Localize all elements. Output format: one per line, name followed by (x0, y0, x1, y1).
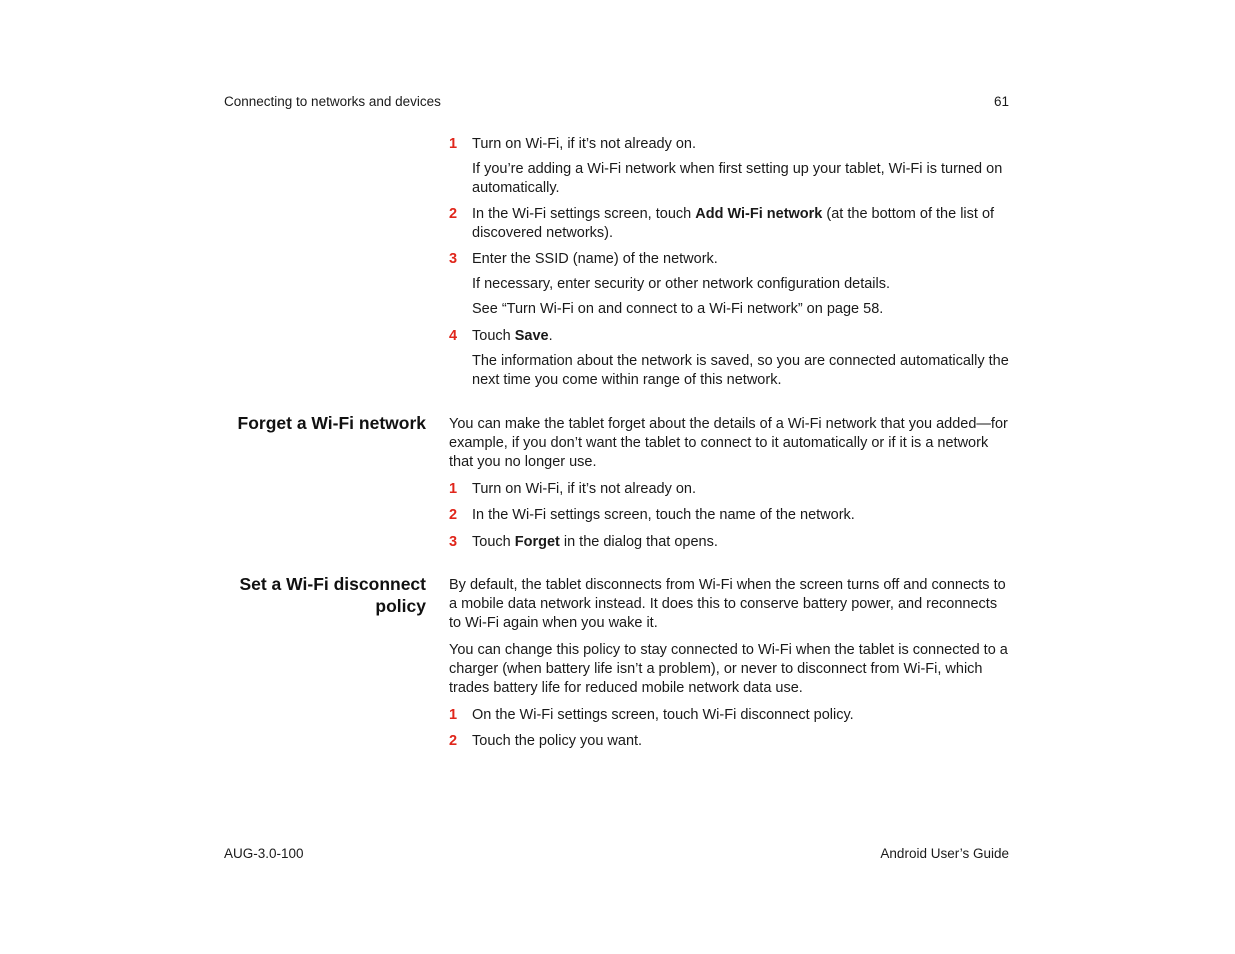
step-number: 2 (449, 733, 458, 749)
step-text: (at the bottom of the list of discovered networks). (472, 206, 995, 241)
policy-para: By default, the tablet disconnects from Wi-Fi when the screen turns off and connects to a mobile data network instead. It does this to conserve battery power, and reconnects to Wi-Fi again when you wake it. (449, 577, 1006, 631)
step-text: In the Wi-Fi settings screen, touch (472, 206, 696, 222)
ui-label: Forget (514, 534, 560, 550)
step-text: in the dialog that opens. (559, 534, 718, 550)
forget-intro: You can make the tablet forget about the details of a Wi-Fi network that you added—for example, if you don’t want the tablet to connect to it automatically or if it is a network that you no longer use. (449, 416, 1008, 470)
heading-line: policy (375, 596, 426, 616)
step-item (449, 250, 1009, 269)
step-text: Touch (472, 534, 515, 550)
step-number: 2 (449, 206, 458, 222)
step-number: 1 (449, 707, 458, 723)
section-title: Connecting to networks and devices (224, 94, 441, 109)
section-heading-policy (239, 573, 426, 617)
step-number: 3 (449, 534, 458, 550)
policy-section (449, 576, 1009, 751)
step-note: See “Turn Wi-Fi on and connect to a Wi-Fi network” on page 58. (472, 301, 884, 317)
step-item (449, 533, 1009, 552)
heading-line: Set a Wi-Fi disconnect (239, 574, 426, 594)
step-number: 1 (449, 136, 458, 152)
step-number: 3 (449, 251, 458, 267)
step-item (449, 135, 1009, 154)
step-text: On the Wi-Fi settings screen, touch Wi-Fi disconnect policy. (472, 707, 854, 723)
doc-id: AUG-3.0-100 (224, 846, 304, 861)
doc-title: Android User’s Guide (880, 846, 1009, 861)
step-item (449, 205, 1009, 243)
step-note: If necessary, enter security or other network configuration details. (472, 276, 891, 292)
step-text: Turn on Wi-Fi, if it’s not already on. (472, 481, 697, 497)
add-network-steps (449, 135, 1009, 390)
step-item (449, 732, 1009, 751)
step-item (449, 480, 1009, 499)
ui-label: Add Wi-Fi network (695, 206, 823, 222)
section-heading-forget: Forget a Wi-Fi network (237, 413, 426, 433)
policy-para: You can change this policy to stay connected to Wi-Fi when the tablet is connected to a charger (when battery life isn’t a problem), or never to disconnect from Wi-Fi, which trades battery life for reduced mobile network data use. (449, 642, 1008, 696)
step-note: If you’re adding a Wi-Fi network when first setting up your tablet, Wi-Fi is turned on automatically. (472, 161, 1003, 196)
step-text: Enter the SSID (name) of the network. (472, 251, 718, 267)
step-item (449, 327, 1009, 346)
ui-label: Save (514, 328, 549, 344)
step-text: Touch the policy you want. (472, 733, 643, 749)
page-number: 61 (993, 94, 1009, 109)
step-number: 1 (449, 481, 458, 497)
step-number: 4 (449, 328, 458, 344)
step-item (449, 706, 1009, 725)
forget-section (449, 415, 1009, 552)
step-number: 2 (449, 507, 458, 523)
step-text: In the Wi-Fi settings screen, touch the name of the network. (472, 507, 855, 523)
step-text: . (548, 328, 553, 344)
step-item (449, 506, 1009, 525)
step-note: The information about the network is saved, so you are connected automatically the next time you come within range of this network. (472, 353, 1009, 388)
page-header (224, 94, 1009, 109)
step-text: Touch (472, 328, 515, 344)
step-text: Turn on Wi-Fi, if it’s not already on. (472, 136, 697, 152)
page-footer (224, 846, 1009, 861)
